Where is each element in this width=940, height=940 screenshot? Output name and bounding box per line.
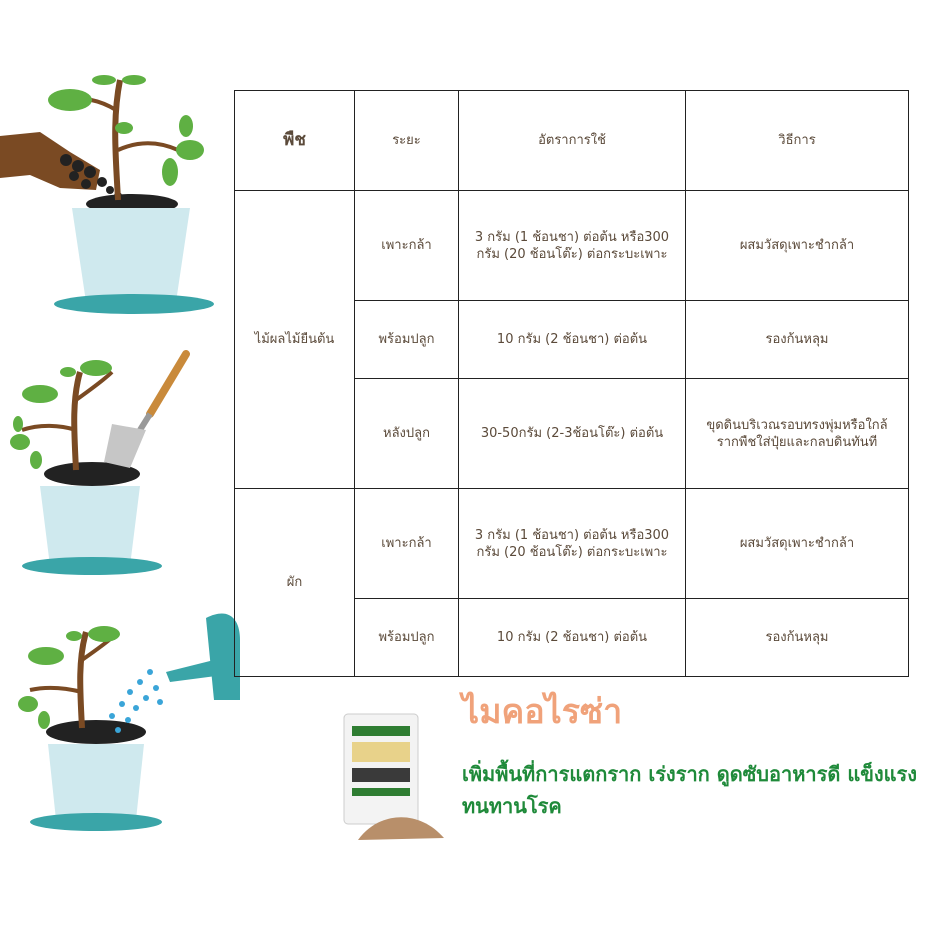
table-row <box>235 191 909 301</box>
stage-cell: พร้อมปลูก <box>355 301 459 379</box>
method-cell: รองก้นหลุม <box>686 301 909 379</box>
usage-table <box>234 90 909 677</box>
method-cell: ผสมวัสดุเพาะชำกล้า <box>686 489 909 599</box>
method-cell: ผสมวัสดุเพาะชำกล้า <box>686 191 909 301</box>
product-package-image <box>338 712 448 842</box>
stage-cell: เพาะกล้า <box>355 489 459 599</box>
table-row <box>235 489 909 599</box>
header-stage: ระยะ <box>355 91 459 191</box>
rate-cell: 10 กรัม (2 ช้อนชา) ต่อต้น <box>459 599 686 677</box>
plant-illustrations <box>0 0 240 860</box>
stage-cell: พร้อมปลูก <box>355 599 459 677</box>
header-method: วิธีการ <box>686 91 909 191</box>
plant-cell-vegetables: ผัก <box>235 489 355 677</box>
stage-cell: หลังปลูก <box>355 379 459 489</box>
method-cell: ขุดดินบริเวณรอบทรงพุ่มหรือใกล้รากพืชใส่ปุ๋ยและกลบดินทันที <box>686 379 909 489</box>
fertilizing-illustration <box>0 75 214 314</box>
planting-illustration <box>10 354 186 575</box>
method-cell: รองก้นหลุม <box>686 599 909 677</box>
product-tagline: เพิ่มพื้นที่การแตกราก เร่งราก ดูดซับอาหารดี แข็งแรง ทนทานโรค <box>462 762 918 818</box>
pot-icon <box>72 208 190 302</box>
header-plant: พืช <box>235 91 355 191</box>
product-title: ไมคอไรซ่า <box>462 692 623 732</box>
table-header-row <box>235 91 909 191</box>
rate-cell: 3 กรัม (1 ช้อนชา) ต่อต้น หรือ300 กรัม (20 ช้อนโต๊ะ) ต่อกระบะเพาะ <box>459 489 686 599</box>
stage-cell: เพาะกล้า <box>355 191 459 301</box>
saucer-icon <box>54 294 214 314</box>
rate-cell: 30-50กรัม (2-3ช้อนโต๊ะ) ต่อต้น <box>459 379 686 489</box>
watering-illustration <box>18 614 240 831</box>
rate-cell: 3 กรัม (1 ช้อนชา) ต่อต้น หรือ300 กรัม (20 ช้อนโต๊ะ) ต่อกระบะเพาะ <box>459 191 686 301</box>
plant-cell-fruit-trees: ไม้ผลไม้ยืนต้น <box>235 191 355 489</box>
header-rate: อัตราการใช้ <box>459 91 686 191</box>
rate-cell: 10 กรัม (2 ช้อนชา) ต่อต้น <box>459 301 686 379</box>
shovel-icon <box>150 354 186 414</box>
